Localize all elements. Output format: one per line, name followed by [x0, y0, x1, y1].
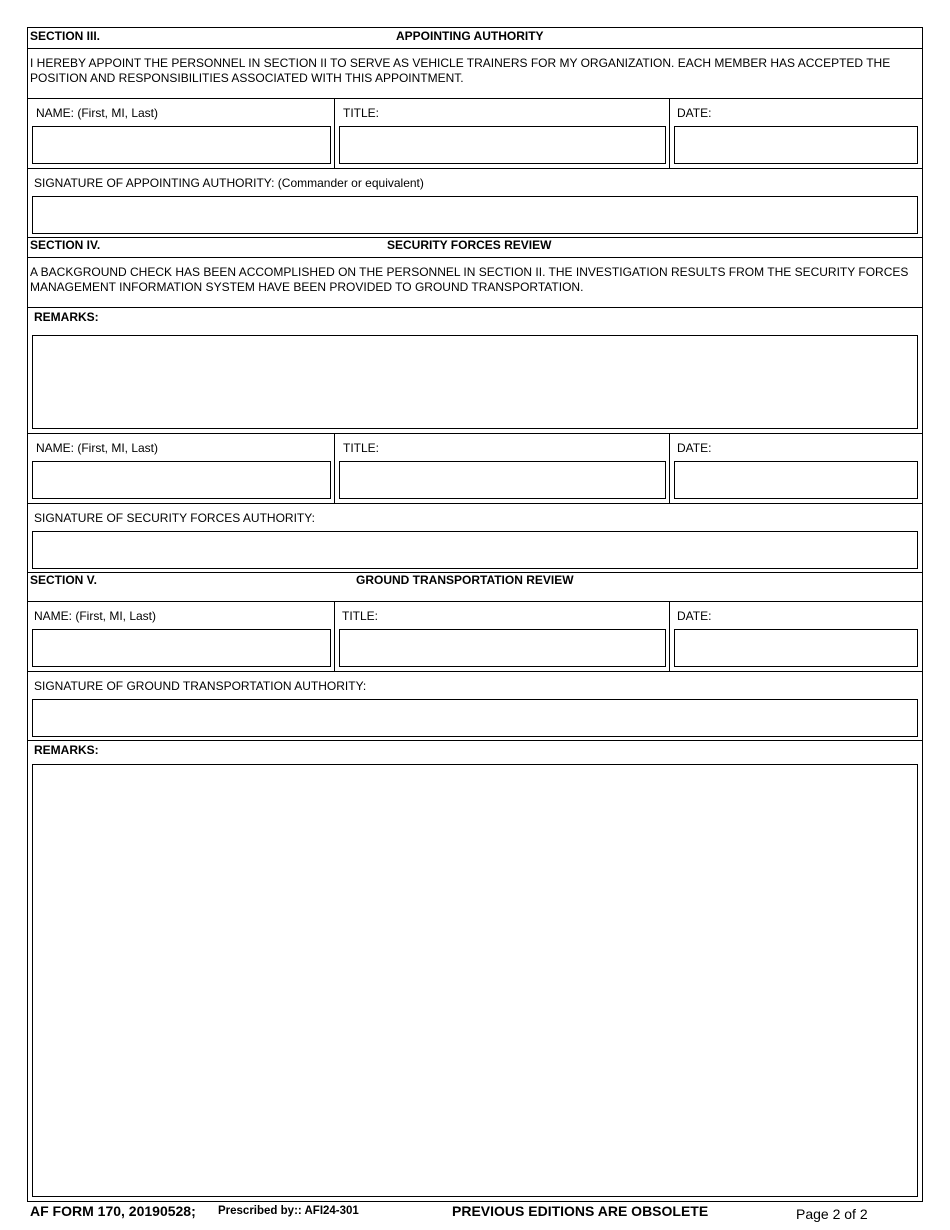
divider [27, 601, 923, 602]
divider [27, 740, 923, 741]
section4-name-input[interactable] [32, 461, 331, 499]
section4-name-label: NAME: (First, MI, Last) [36, 441, 159, 455]
column-divider [669, 98, 670, 168]
section5-remarks-input[interactable] [32, 764, 918, 1197]
section3-title: APPOINTING AUTHORITY [396, 29, 544, 43]
section4-signature-input[interactable] [32, 531, 918, 569]
divider [27, 98, 923, 99]
form-id: AF FORM 170, 20190528; [30, 1203, 196, 1219]
section3-statement: I HEREBY APPOINT THE PERSONNEL IN SECTION II TO SERVE AS VEHICLE TRAINERS FOR MY ORGANIZATION. EACH MEMBER HAS ACCEPTED THE POSITION AND RESPONSIBILITIES ASSOCIATED WITH THIS APPOINTMENT. [30, 56, 891, 85]
divider [27, 257, 923, 258]
section4-signature-label: SIGNATURE OF SECURITY FORCES AUTHORITY: [34, 511, 315, 525]
section4-date-input[interactable] [674, 461, 918, 499]
section4-title: SECURITY FORCES REVIEW [387, 238, 552, 252]
section5-name-input[interactable] [32, 629, 331, 667]
section4-remarks-input[interactable] [32, 335, 918, 429]
obsolete-notice: PREVIOUS EDITIONS ARE OBSOLETE [452, 1203, 709, 1219]
section5-label: SECTION V. [30, 573, 97, 587]
section3-label: SECTION III. [30, 29, 101, 43]
section3-title-input[interactable] [339, 126, 666, 164]
section5-name-label: NAME: (First, MI, Last) [34, 609, 157, 623]
column-divider [669, 601, 670, 671]
section4-date-label: DATE: [677, 441, 712, 455]
section5-title-label: TITLE: [342, 609, 379, 623]
section3-date-label: DATE: [677, 106, 712, 120]
section5-title: GROUND TRANSPORTATION REVIEW [356, 573, 574, 587]
section3-signature-label: SIGNATURE OF APPOINTING AUTHORITY: (Commander or equivalent) [34, 176, 424, 190]
section4-title-label: TITLE: [343, 441, 380, 455]
divider [27, 671, 923, 672]
column-divider [334, 601, 335, 671]
section4-remarks-label: REMARKS: [34, 310, 99, 324]
divider [27, 48, 923, 49]
section5-date-input[interactable] [674, 629, 918, 667]
prescribed-by: Prescribed by:: AFI24-301 [218, 1205, 359, 1217]
column-divider [334, 433, 335, 503]
section3-date-input[interactable] [674, 126, 918, 164]
section3-name-input[interactable] [32, 126, 331, 164]
divider [27, 168, 923, 169]
section3-name-label: NAME: (First, MI, Last) [36, 106, 159, 120]
divider [27, 307, 923, 308]
divider [27, 433, 923, 434]
section5-title-input[interactable] [339, 629, 666, 667]
section3-title-label: TITLE: [343, 106, 380, 120]
section4-statement: A BACKGROUND CHECK HAS BEEN ACCOMPLISHED ON THE PERSONNEL IN SECTION II. THE INVESTIGATION RESULTS FROM THE SECURITY FORCES MANAGEMENT INFORMATION SYSTEM HAVE BEEN PROVIDED TO GROUND TRANSPORTATION. [30, 265, 909, 294]
section5-signature-input[interactable] [32, 699, 918, 737]
section4-title-input[interactable] [339, 461, 666, 499]
divider [27, 503, 923, 504]
section5-remarks-label: REMARKS: [34, 743, 99, 757]
page-number: Page 2 of 2 [796, 1206, 868, 1222]
section5-date-label: DATE: [677, 609, 712, 623]
section4-label: SECTION IV. [30, 238, 101, 252]
section3-signature-input[interactable] [32, 196, 918, 234]
section5-signature-label: SIGNATURE OF GROUND TRANSPORTATION AUTHORITY: [34, 679, 367, 693]
column-divider [334, 98, 335, 168]
column-divider [669, 433, 670, 503]
